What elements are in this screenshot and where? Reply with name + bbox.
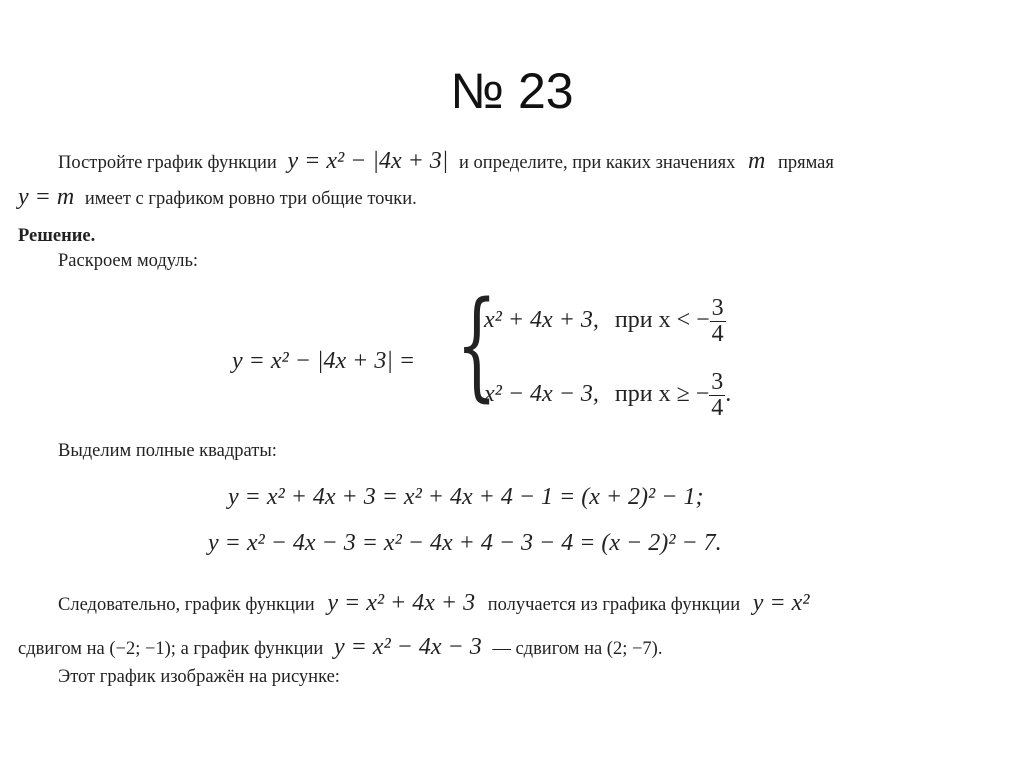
- case-2-fraction: [709, 370, 725, 421]
- task-line-2: [18, 184, 417, 211]
- step-3-function-1: y = x² + 4x + 3: [327, 590, 476, 616]
- step-3-text-d: — сдвигом на (2; −7).: [492, 639, 663, 659]
- step-3-text-b: получается из графика функции: [487, 595, 741, 615]
- task-line-1: [58, 148, 834, 175]
- case-1-fraction-denominator: 4: [711, 321, 724, 348]
- slide-title: № 23: [450, 63, 574, 119]
- case-1-expression: x² + 4x + 3,: [484, 307, 599, 334]
- case-1-fraction-numerator: 3: [711, 295, 724, 321]
- solution-step-3-line-1: [58, 590, 810, 617]
- solution-step-4: Этот график изображён на рисунке:: [58, 667, 340, 687]
- piecewise-brace: {: [456, 275, 498, 413]
- task-parameter: m: [747, 148, 766, 174]
- solution-step-3-line-2: [18, 634, 662, 661]
- step-3-text-a: Следовательно, график функции: [58, 595, 315, 615]
- task-text-2: и определите, при каких значениях: [459, 153, 736, 173]
- equation-2: y = x² − 4x − 3 = x² − 4x + 4 − 3 − 4 = (x − 2)² − 7.: [208, 530, 722, 556]
- equation-1: y = x² + 4x + 3 = x² + 4x + 4 − 1 = (x + 2)² − 1;: [228, 484, 704, 510]
- case-2-fraction-numerator: 3: [711, 369, 724, 395]
- piecewise-case-2: [484, 370, 731, 421]
- task-text-4: имеет с графиком ровно три общие точки.: [84, 189, 417, 209]
- task-line-equation: y = m: [18, 184, 75, 210]
- case-2-condition: при x ≥ −: [614, 381, 710, 408]
- task-text-1: Постройте график функции: [58, 153, 277, 173]
- step-3-text-c: сдвигом на (−2; −1); а график функции: [18, 639, 324, 659]
- case-1-condition: при x < −: [614, 307, 710, 334]
- task-text-3: прямая: [777, 153, 834, 173]
- piecewise-lhs: y = x² − |4x + 3| =: [232, 348, 416, 374]
- case-1-fraction: [710, 296, 726, 347]
- solution-step-1: Раскроем модуль:: [58, 251, 199, 271]
- piecewise-case-1: [484, 296, 726, 347]
- case-2-expression: x² − 4x − 3,: [484, 381, 599, 408]
- solution-heading: Решение.: [18, 226, 96, 246]
- solution-step-2: Выделим полные квадраты:: [58, 441, 277, 461]
- step-3-function-2: y = x² − 4x − 3: [333, 634, 482, 660]
- task-function: y = x² − |4x + 3|: [287, 148, 449, 174]
- case-2-period: .: [725, 381, 732, 408]
- step-3-function-0: y = x²: [752, 590, 810, 616]
- case-2-fraction-denominator: 4: [711, 395, 724, 422]
